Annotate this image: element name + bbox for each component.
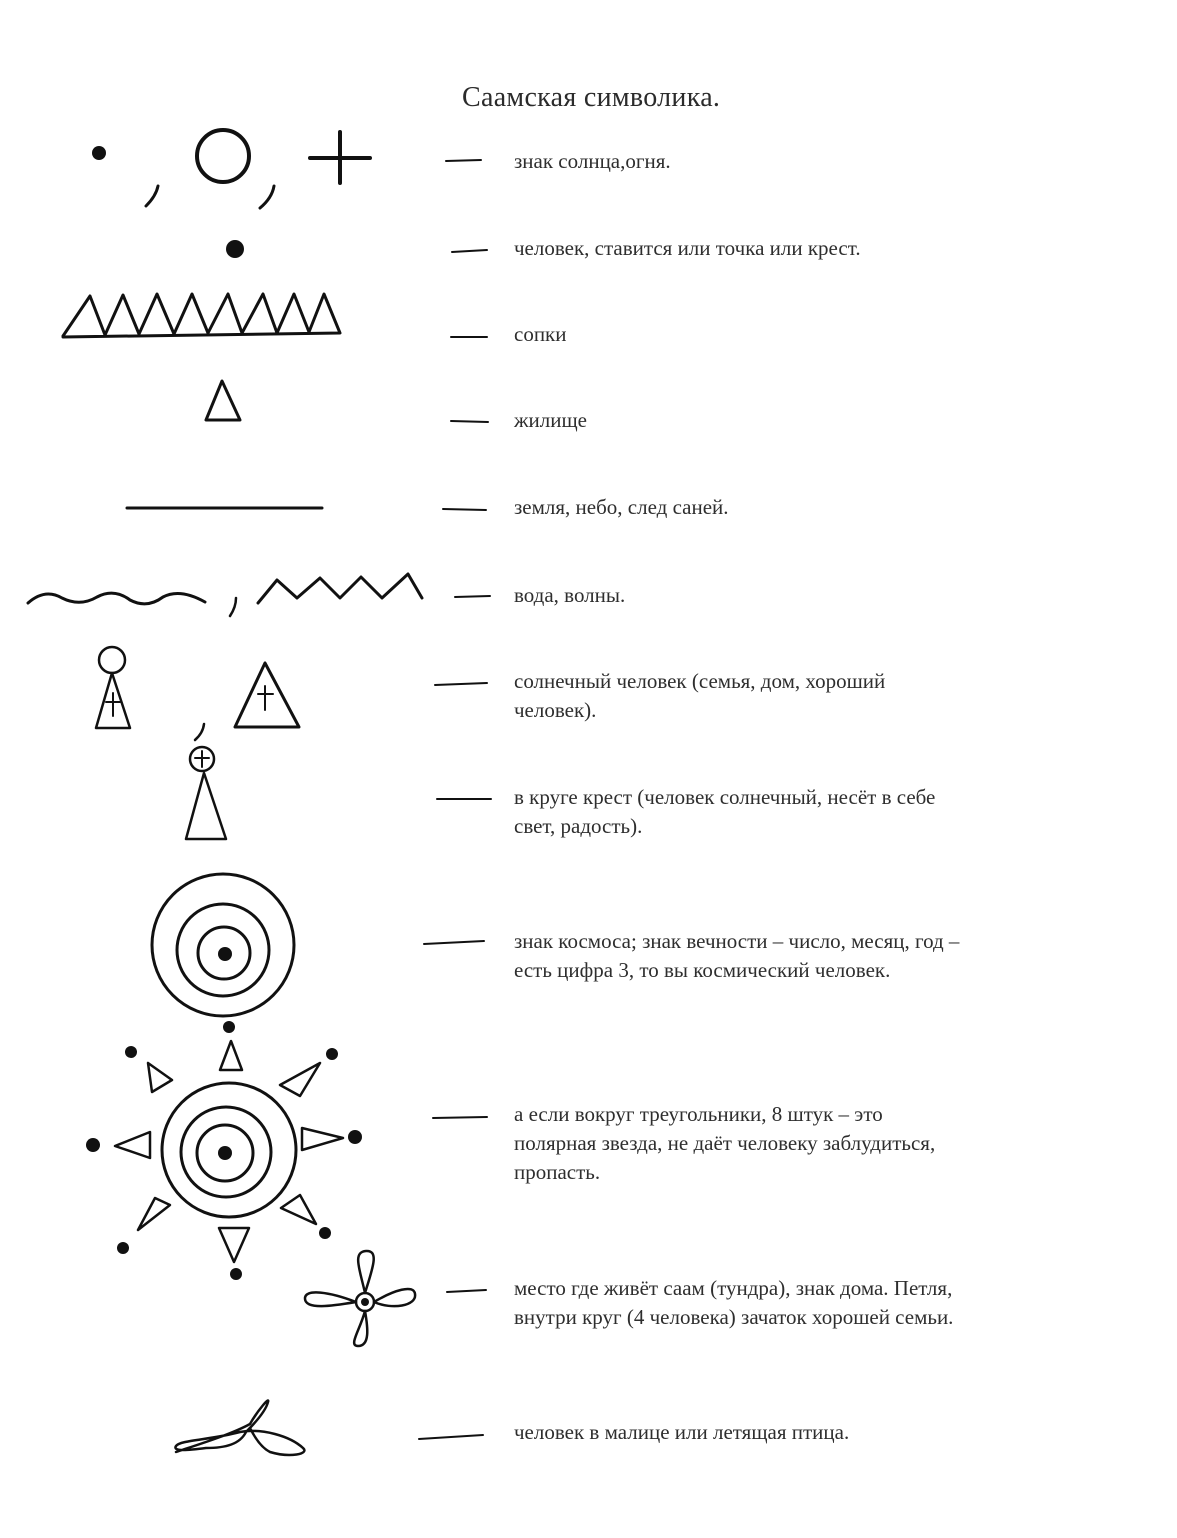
label-dwelling: жилище (514, 408, 587, 432)
label-cosmos: знак космоса; знак вечности – число, месяц, год – есть цифра 3, то вы космический человек. (514, 929, 960, 982)
zigzag-symbol (258, 574, 422, 603)
sun-fire-symbols (92, 130, 370, 208)
circle-cross-person-symbol (186, 747, 226, 839)
label-polar-star: а если вокруг треугольники, 8 штук – это полярная звезда, не даёт человеку заблудиться, пропасть. (514, 1102, 936, 1184)
dash-12 (419, 1435, 483, 1439)
dash-6 (455, 596, 490, 597)
dash-2 (452, 250, 487, 252)
dwelling-symbol (206, 381, 240, 420)
dash-1 (446, 160, 481, 161)
label-circle-cross: в круге крест (человек солнечный, несёт в себе свет, радость). (514, 785, 936, 838)
page-title: Саамская символика. (462, 82, 721, 113)
label-person: человек, ставится или точка или крест. (514, 236, 861, 260)
label-hills: сопки (514, 322, 567, 346)
label-bird: человек в малице или летящая птица. (514, 1420, 850, 1444)
home-knot-symbol (305, 1251, 415, 1346)
label-home: место где живёт саам (тундра), знак дома. Петля, внутри круг (4 человека) зачаток хорошей семьи. (514, 1276, 954, 1329)
wave-symbol (28, 593, 205, 604)
sun-person-symbol (96, 647, 299, 740)
dash-11 (447, 1290, 486, 1292)
dash-5 (443, 509, 486, 510)
cosmos-symbol (152, 874, 294, 1016)
person-dot (226, 240, 244, 258)
label-sun-person: солнечный человек (семья, дом, хороший человек). (514, 669, 886, 722)
polar-star-symbol (86, 1021, 362, 1280)
dash-10 (433, 1117, 487, 1118)
dash-4 (451, 421, 488, 422)
hills-symbol (63, 294, 340, 337)
bird-symbol (175, 1401, 304, 1455)
label-water: вода, волны. (514, 583, 626, 607)
label-earth: земля, небо, след саней. (514, 495, 729, 519)
dash-7 (435, 683, 487, 685)
dash-9 (424, 941, 484, 944)
label-sun: знак солнца,огня. (514, 149, 671, 173)
